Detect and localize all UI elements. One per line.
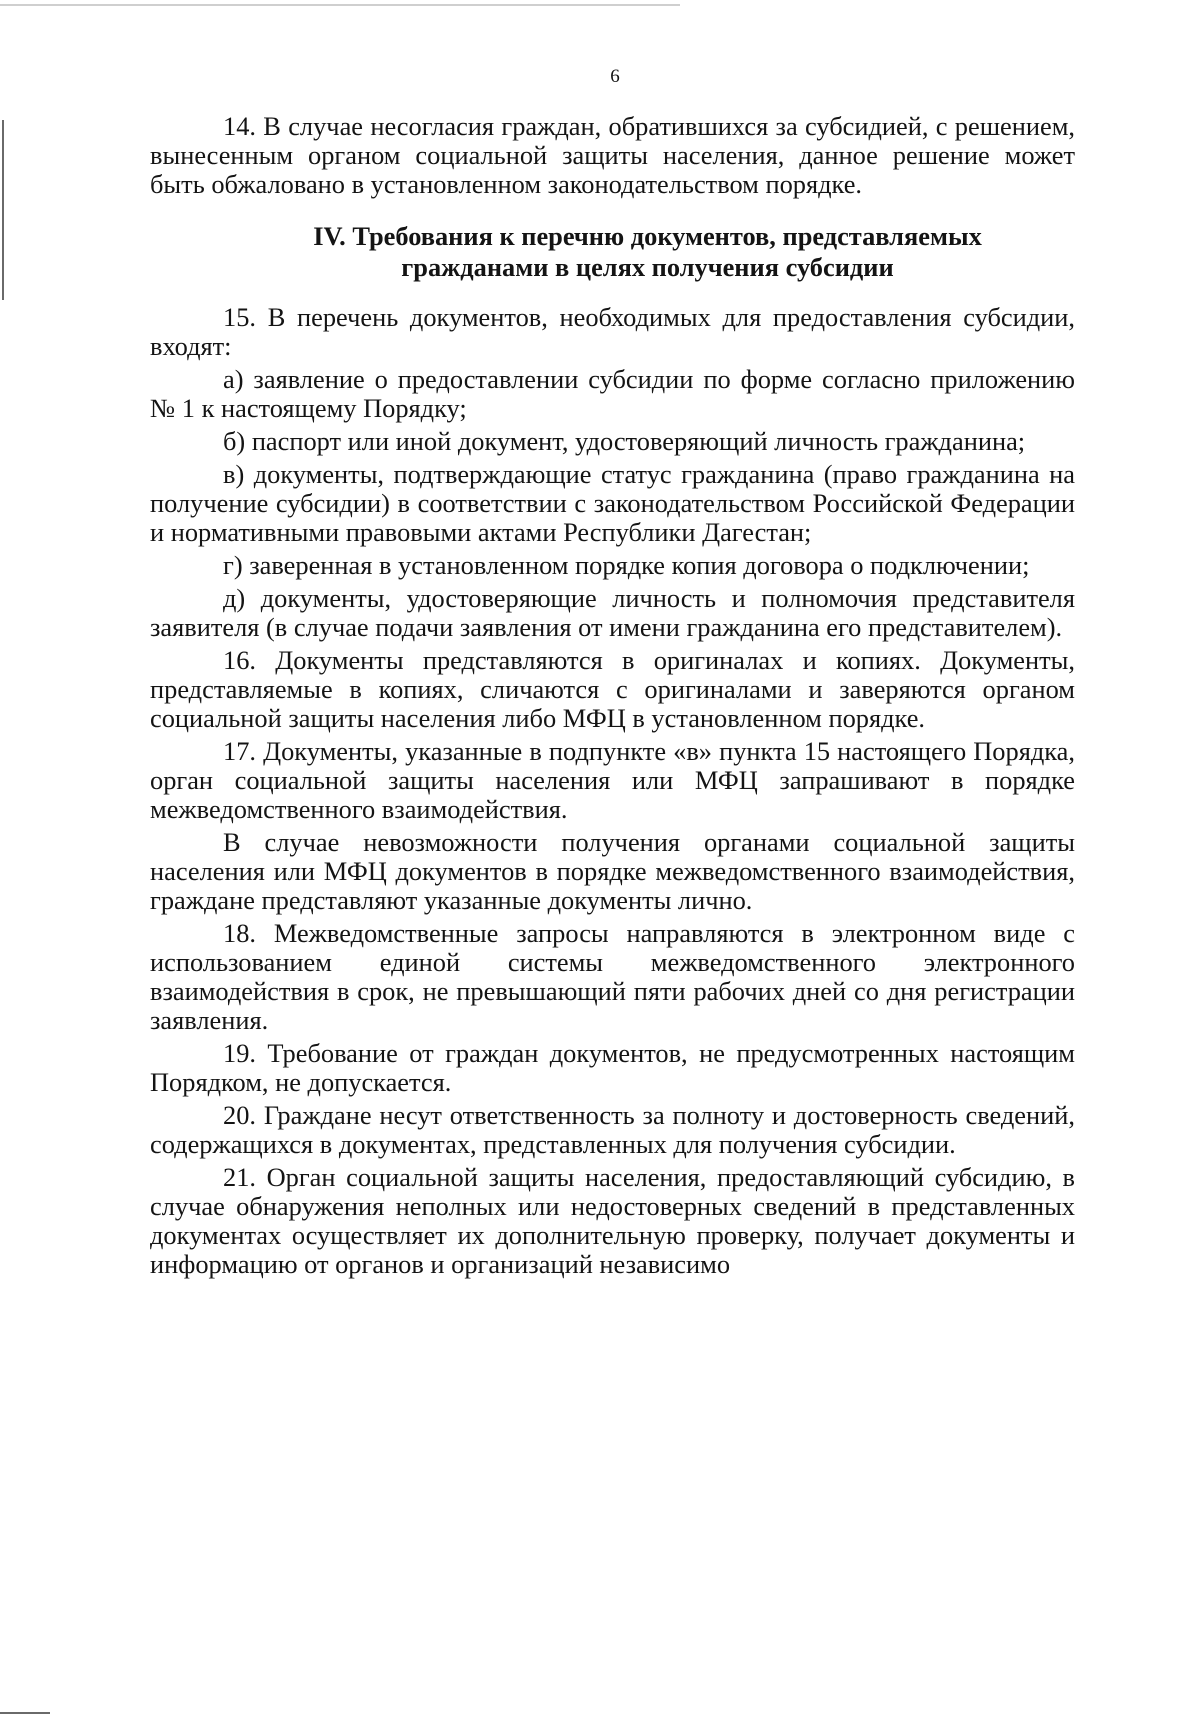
paragraph-20: 20. Граждане несут ответственность за полноту и достоверность сведений, содержащихся в документах, представленных для получения субсидии. xyxy=(150,1100,1075,1159)
paragraph-18: 18. Межведомственные запросы направляются в электронном виде с использованием единой системы межведомственного электронного взаимодействия в срок, не превышающий пяти рабочих дней со дня регистрации заявления. xyxy=(150,918,1075,1035)
paragraph-15-item-b: б) паспорт или иной документ, удостоверяющий личность гражданина; xyxy=(223,426,1026,456)
paragraph-15: 15. В перечень документов, необходимых для предоставления субсидии, входят: xyxy=(150,302,1075,361)
page-number: 6 xyxy=(610,66,620,87)
paragraph-15-item-v: в) документы, подтверждающие статус гражданина (право гражданина на получение субсидии) в соответствии с законодательством Российской Федерации и нормативными правовыми актами Республики Дагестан; xyxy=(150,459,1075,547)
section-heading-line-1: IV. Требования к перечню документов, представляемых xyxy=(313,221,982,251)
section-heading-line-2: гражданами в целях получения субсидии xyxy=(401,252,894,282)
paragraph-17-continued: В случае невозможности получения органами социальной защиты населения или МФЦ документов в порядке межведомственного взаимодействия, граждане представляют указанные документы лично. xyxy=(150,827,1075,915)
paragraph-14: 14. В случае несогласия граждан, обратившихся за субсидией, с решением, вынесенным органом социальной защиты населения, данное решение может быть обжаловано в установленном законодательством порядке. xyxy=(150,111,1075,199)
paragraph-15-item-a: а) заявление о предоставлении субсидии по форме согласно приложению № 1 к настоящему Порядку; xyxy=(150,364,1075,423)
paragraph-15-item-d: д) документы, удостоверяющие личность и полномочия представителя заявителя (в случае подачи заявления от имени гражданина его представителем). xyxy=(150,583,1075,642)
scan-edge-left xyxy=(2,120,4,300)
paragraph-21: 21. Орган социальной защиты населения, предоставляющий субсидию, в случае обнаружения неполных или недостоверных сведений в представленных документах осуществляет их дополнительную проверку, получает документы и информацию от органов и организаций независимо xyxy=(150,1162,1075,1279)
paragraph-16: 16. Документы представляются в оригиналах и копиях. Документы, представляемые в копиях, сличаются с оригиналами и заверяются органом социальной защиты населения либо МФЦ в установленном порядке. xyxy=(150,645,1075,733)
scan-edge-top xyxy=(0,4,680,6)
paragraph-15-item-g: г) заверенная в установленном порядке копия договора о подключении; xyxy=(223,550,1030,580)
document-body xyxy=(150,112,1075,1283)
section-heading xyxy=(150,221,1075,283)
scan-edge-bottom xyxy=(0,1712,50,1714)
paragraph-17: 17. Документы, указанные в подпункте «в» пункта 15 настоящего Порядка, орган социальной защиты населения или МФЦ запрашивают в порядке межведомственного взаимодействия. xyxy=(150,736,1075,824)
paragraph-19: 19. Требование от граждан документов, не предусмотренных настоящим Порядком, не допускается. xyxy=(150,1038,1075,1097)
